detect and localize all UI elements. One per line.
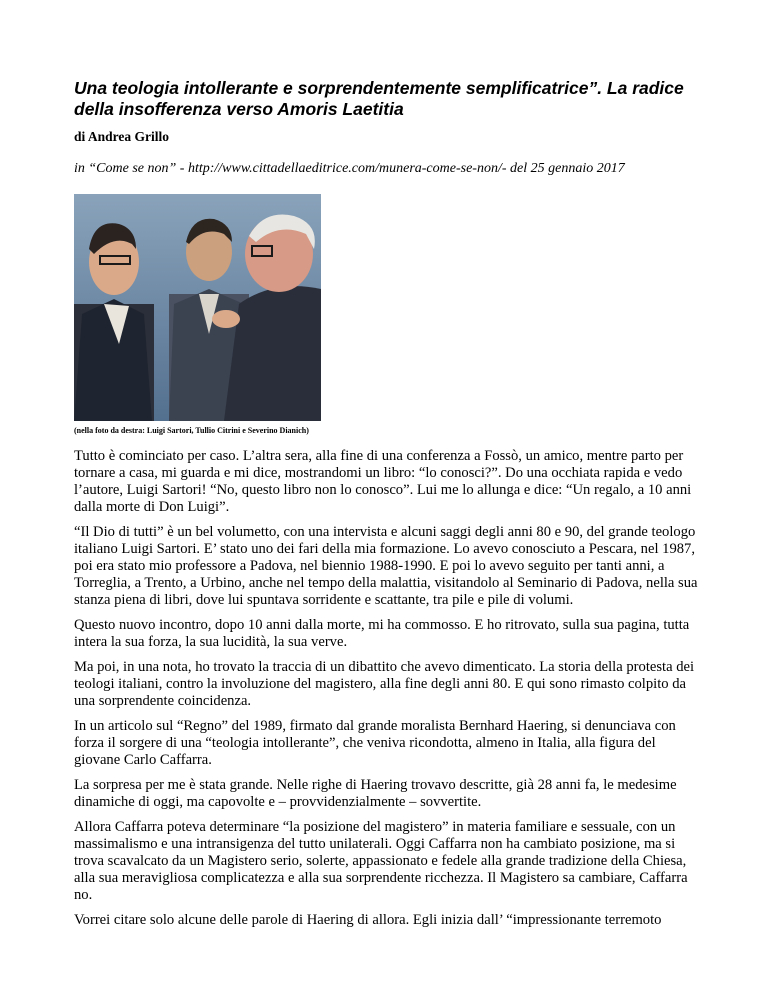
article-author: di Andrea Grillo bbox=[74, 129, 170, 144]
article-paragraph: La sorpresa per me è stata grande. Nelle righe di Haering trovavo descritte, già 28 anni fa, le medesime dinamiche di oggi, ma capovolte e – provvidenzialmente – sovvertite. bbox=[74, 777, 677, 810]
article-body bbox=[74, 448, 704, 929]
photo-caption: (nella foto da destra: Luigi Sartori, Tullio Citrini e Severino Dianich) bbox=[74, 426, 309, 435]
article-source: in “Come se non” - http://www.cittadellaeditrice.com/munera-come-se-non/- del 25 gennaio 2017 bbox=[74, 161, 625, 176]
article bbox=[74, 78, 704, 937]
article-paragraph: Questo nuovo incontro, dopo 10 anni dalla morte, mi ha commosso. E ho ritrovato, sulla sua pagina, tutta intera la sua forza, la sua lucidità, la sua verve. bbox=[74, 617, 690, 650]
article-paragraph: “Il Dio di tutti” è un bel volumetto, con una intervista e alcuni saggi degli anni 80 e 90, del grande teologo italiano Luigi Sartori. E’ stato uno dei fari della mia formazione. Lo avevo conosciuto a Pescara, nel 1987, poi era stato mio professore a Padova, nel biennio 1988-1990. E poi lo avevo seguito per tanti anni, a Torreglia, a Trento, a Urbino, anche nel tempo della malattia, visitandolo al Seminario di Padova, nella sua stanza piena di libri, dove lui spuntava sorridente e scattante, tra pile e pile di volumi. bbox=[74, 524, 698, 608]
article-paragraph: Ma poi, in una nota, ho trovato la traccia di un dibattito che avevo dimenticato. La storia della protesta dei teologi italiani, contro la involuzione del magistero, alla fine degli anni 80. E qui sono rimasto colpito da una sorprendente coincidenza. bbox=[74, 659, 695, 709]
article-paragraph: Vorrei citare solo alcune delle parole di Haering di allora. Egli inizia dall’ “impressionante terremoto bbox=[74, 912, 662, 928]
article-title: Una teologia intollerante e sorprendentemente semplificatrice”. La radice della insofferenza verso Amoris Laetitia bbox=[74, 78, 684, 119]
article-photo bbox=[74, 194, 321, 421]
article-paragraph: In un articolo sul “Regno” del 1989, firmato dal grande moralista Bernhard Haering, si denunciava con forza il sorgere di una “teologia intollerante”, che veniva ricondotta, almeno in Italia, alla figura del giovane Carlo Caffarra. bbox=[74, 718, 676, 768]
article-paragraph: Tutto è cominciato per caso. L’altra sera, alla fine di una conferenza a Fossò, un amico, mentre parto per tornare a casa, mi guarda e mi dice, mostrandomi un libro: “lo conosci?”. Do una occhiata rapida e vedo l’autore, Luigi Sartori! “No, questo libro non lo conosco”. Lui me lo allunga e dice: “Un regalo, a 10 anni dalla morte di Don Luigi”. bbox=[74, 448, 692, 515]
article-paragraph: Allora Caffarra poteva determinare “la posizione del magistero” in materia familiare e sessuale, con un massimalismo e una intransigenza del tutto unilaterali. Oggi Caffarra non ha cambiato posizione, ma si trova scavalcato da un Magistero serio, solerte, appassionato e fedele alla grande tradizione della Chiesa, alla sua meravigliosa complicatezza e alla sua sorprendente ricchezza. Il Magistero sa cambiare, Caffarra no. bbox=[74, 819, 688, 903]
